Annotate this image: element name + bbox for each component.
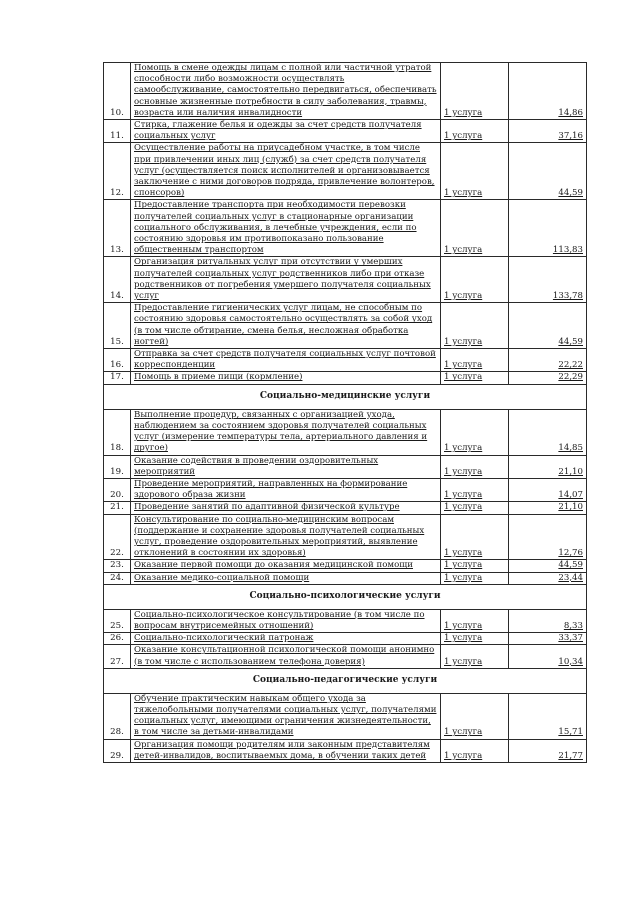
service-price-cell <box>509 739 587 762</box>
service-name-cell <box>131 478 441 501</box>
unit-of-service: 1 услуга <box>444 620 483 631</box>
service-name: Помощь в смене одежды лицам с полной или частичной утратой способности либо возможности осуществлять самообслуживание, самостоятельно передвигаться, обеспечивать основные жизненные потребности в силу заболевания, травмы, возраста или наличия инвалидности <box>134 63 437 118</box>
section-title: Социально-педагогические услуги <box>104 668 587 693</box>
service-price: 12,76 <box>558 548 583 559</box>
row-number-cell: 23. <box>104 560 131 572</box>
service-name-cell <box>131 693 441 739</box>
table-row <box>104 693 587 739</box>
unit-of-service-cell <box>441 502 509 514</box>
unit-of-service-cell <box>441 609 509 632</box>
unit-of-service-cell <box>441 120 509 143</box>
row-number-cell: 27. <box>104 645 131 668</box>
service-price-cell <box>509 200 587 257</box>
table-row <box>104 143 587 200</box>
unit-of-service-cell <box>441 478 509 501</box>
row-number-cell: 15. <box>104 303 131 349</box>
row-number-cell: 25. <box>104 609 131 632</box>
service-name: Консультирование по социально-медицинским вопросам (поддержание и сохранение здоровья получателей социальных услуг, проведение оздоровительных мероприятий, выявление отклонений в состоянии их здоровья) <box>134 514 425 559</box>
service-price: 14,86 <box>558 107 583 118</box>
service-price: 21,10 <box>558 502 583 513</box>
service-name-cell <box>131 514 441 560</box>
row-number-cell: 26. <box>104 633 131 645</box>
table-row <box>104 349 587 372</box>
unit-of-service-cell <box>441 693 509 739</box>
service-price: 21,10 <box>558 466 583 477</box>
unit-of-service: 1 услуга <box>444 188 483 199</box>
service-price-cell <box>509 409 587 455</box>
service-price: 23,44 <box>558 572 583 583</box>
unit-of-service: 1 услуга <box>444 560 483 571</box>
unit-of-service-cell <box>441 372 509 384</box>
service-price-cell <box>509 257 587 303</box>
row-number-cell: 16. <box>104 349 131 372</box>
unit-of-service-cell <box>441 349 509 372</box>
row-number-cell: 24. <box>104 572 131 584</box>
table-row <box>104 455 587 478</box>
unit-of-service-cell <box>441 200 509 257</box>
service-price: 113,83 <box>552 245 583 256</box>
row-number-cell: 10. <box>104 63 131 120</box>
unit-of-service-cell <box>441 409 509 455</box>
row-number-cell: 17. <box>104 372 131 384</box>
unit-of-service: 1 услуга <box>444 291 483 302</box>
service-price-cell <box>509 349 587 372</box>
service-price-cell <box>509 633 587 645</box>
row-number-cell: 28. <box>104 693 131 739</box>
service-name: Организация ритуальных услуг при отсутствии у умерших получателей социальных услуг родственников либо при отказе родственников от погребения умершего получателя социальных услуг <box>134 257 431 302</box>
row-number-cell: 20. <box>104 478 131 501</box>
unit-of-service-cell <box>441 257 509 303</box>
unit-of-service-cell <box>441 645 509 668</box>
service-price-cell <box>509 645 587 668</box>
service-price: 44,59 <box>558 336 583 347</box>
service-price-cell <box>509 560 587 572</box>
row-number-cell: 19. <box>104 455 131 478</box>
service-name-cell <box>131 303 441 349</box>
service-name-cell <box>131 739 441 762</box>
service-name-cell <box>131 143 441 200</box>
service-price: 44,59 <box>558 188 583 199</box>
unit-of-service: 1 услуга <box>444 466 483 477</box>
table-row <box>104 409 587 455</box>
service-price: 8,33 <box>563 620 583 631</box>
unit-of-service-cell <box>441 560 509 572</box>
service-name-cell <box>131 455 441 478</box>
row-number-cell: 14. <box>104 257 131 303</box>
service-name-cell <box>131 560 441 572</box>
service-price-cell <box>509 63 587 120</box>
service-price: 44,59 <box>558 560 583 571</box>
table-row <box>104 372 587 384</box>
service-price: 14,07 <box>558 490 583 501</box>
service-price: 37,16 <box>558 131 583 142</box>
service-price-cell <box>509 514 587 560</box>
unit-of-service: 1 услуга <box>444 750 483 761</box>
service-name: Оказание содействия в проведении оздоровительных мероприятий <box>134 455 379 477</box>
table-row <box>104 739 587 762</box>
service-price-cell <box>509 693 587 739</box>
table-row <box>104 303 587 349</box>
unit-of-service: 1 услуга <box>444 245 483 256</box>
service-name: Социально-психологическое консультирование (в том числе по вопросам внутрисемейных отношений) <box>134 609 425 631</box>
unit-of-service-cell <box>441 633 509 645</box>
row-number-cell: 29. <box>104 739 131 762</box>
table-row <box>104 63 587 120</box>
unit-of-service: 1 услуга <box>444 727 483 738</box>
table-row <box>104 514 587 560</box>
section-title: Социально-медицинские услуги <box>104 384 587 409</box>
service-name: Оказание первой помощи до оказания медицинской помощи <box>134 560 413 571</box>
service-name-cell <box>131 633 441 645</box>
service-price-cell <box>509 143 587 200</box>
unit-of-service-cell <box>441 63 509 120</box>
service-name: Организация помощи родителям или законным представителям детей-инвалидов, воспитываемых дома, в обучении таких детей <box>134 739 430 761</box>
section-header-row <box>104 384 587 409</box>
service-name: Отправка за счет средств получателя социальных услуг почтовой корреспонденции <box>134 349 436 371</box>
service-name-cell <box>131 200 441 257</box>
unit-of-service: 1 услуга <box>444 107 483 118</box>
row-number-cell: 12. <box>104 143 131 200</box>
table-row <box>104 200 587 257</box>
row-number-cell: 11. <box>104 120 131 143</box>
service-name-cell <box>131 645 441 668</box>
service-name-cell <box>131 349 441 372</box>
unit-of-service-cell <box>441 303 509 349</box>
unit-of-service: 1 услуга <box>444 502 483 513</box>
service-price-cell <box>509 120 587 143</box>
service-price-cell <box>509 502 587 514</box>
row-number-cell: 13. <box>104 200 131 257</box>
table-row <box>104 478 587 501</box>
service-name-cell <box>131 257 441 303</box>
unit-of-service-cell <box>441 572 509 584</box>
section-title: Социально-психологические услуги <box>104 584 587 609</box>
service-price: 14,85 <box>558 443 583 454</box>
service-name: Оказание медико-социальной помощи <box>134 572 310 583</box>
unit-of-service: 1 услуга <box>444 336 483 347</box>
service-price-cell <box>509 303 587 349</box>
service-name-cell <box>131 502 441 514</box>
unit-of-service: 1 услуга <box>444 131 483 142</box>
table-row <box>104 560 587 572</box>
service-name: Осуществление работы на приусадебном участке, в том числе при привлечении иных лиц (служб) за счет средств получателя услуг (осуществляется поиск исполнителей и организовывается заключение с ними договоров подряда, привлечение волонтеров, спонсоров) <box>134 143 435 199</box>
table-row <box>104 633 587 645</box>
service-name: Предоставление транспорта при необходимости перевозки получателей социальных услуг в стационарные организации социального обслуживания, в лечебные учреждения, если по состоянию здоровья им противопоказано пользование общественным транспортом <box>134 200 417 256</box>
table-row <box>104 257 587 303</box>
table-row <box>104 609 587 632</box>
service-price: 10,34 <box>558 656 583 667</box>
unit-of-service: 1 услуга <box>444 490 483 501</box>
service-name-cell <box>131 63 441 120</box>
service-name: Проведение мероприятий, направленных на формирование здорового образа жизни <box>134 478 408 501</box>
unit-of-service-cell <box>441 514 509 560</box>
unit-of-service: 1 услуга <box>444 633 483 644</box>
service-price-cell <box>509 455 587 478</box>
unit-of-service: 1 услуга <box>444 372 483 383</box>
service-name: Оказание консультационной психологической помощи анонимно (в том числе с использованием телефона доверия) <box>134 645 435 667</box>
service-name: Стирка, глажение белья и одежды за счет средств получателя социальных услуг <box>134 120 422 142</box>
service-name: Помощь в приеме пищи (кормление) <box>134 372 303 383</box>
row-number-cell: 21. <box>104 502 131 514</box>
service-price: 15,71 <box>558 727 583 738</box>
unit-of-service: 1 услуга <box>444 443 483 454</box>
service-price: 22,29 <box>558 372 583 383</box>
unit-of-service: 1 услуга <box>444 548 483 559</box>
service-name-cell <box>131 409 441 455</box>
service-name: Социально-психологический патронаж <box>134 633 314 644</box>
service-name-cell <box>131 572 441 584</box>
table-row <box>104 572 587 584</box>
row-number-cell: 18. <box>104 409 131 455</box>
service-name: Выполнение процедур, связанных с организацией ухода, наблюдением за состоянием здоровья получателей социальных услуг (измерение температуры тела, артериального давления и другое) <box>134 409 428 454</box>
service-price-cell <box>509 572 587 584</box>
service-name: Обучение практическим навыкам общего ухода за тяжелобольными получателями социальных услуг, получателями социальных услуг, имеющими ограничения жизнедеятельности, в том числе за детьми-инвалидами <box>134 693 437 738</box>
service-name-cell <box>131 120 441 143</box>
service-price-cell <box>509 609 587 632</box>
service-name-cell <box>131 372 441 384</box>
section-header-row <box>104 584 587 609</box>
unit-of-service: 1 услуга <box>444 656 483 667</box>
service-name-cell <box>131 609 441 632</box>
unit-of-service-cell <box>441 739 509 762</box>
unit-of-service-cell <box>441 455 509 478</box>
table-row <box>104 645 587 668</box>
table-body <box>104 63 587 763</box>
row-number-cell: 22. <box>104 514 131 560</box>
service-price: 33,37 <box>558 633 583 644</box>
service-name: Проведение занятий по адаптивной физической культуре <box>134 502 400 513</box>
unit-of-service-cell <box>441 143 509 200</box>
services-price-table <box>103 62 587 763</box>
table-row <box>104 120 587 143</box>
service-name: Предоставление гигиенических услуг лицам, не способным по состоянию здоровья самостоятельно осуществлять за собой уход (в том числе обтирание, смена белья, несложная обработка ногтей) <box>134 303 433 347</box>
unit-of-service: 1 услуга <box>444 572 483 583</box>
service-price: 22,22 <box>558 360 583 371</box>
service-price: 133,78 <box>552 291 583 302</box>
table-row <box>104 502 587 514</box>
service-price: 21,77 <box>558 750 583 761</box>
section-header-row <box>104 668 587 693</box>
service-price-cell <box>509 372 587 384</box>
unit-of-service: 1 услуга <box>444 360 483 371</box>
service-price-cell <box>509 478 587 501</box>
